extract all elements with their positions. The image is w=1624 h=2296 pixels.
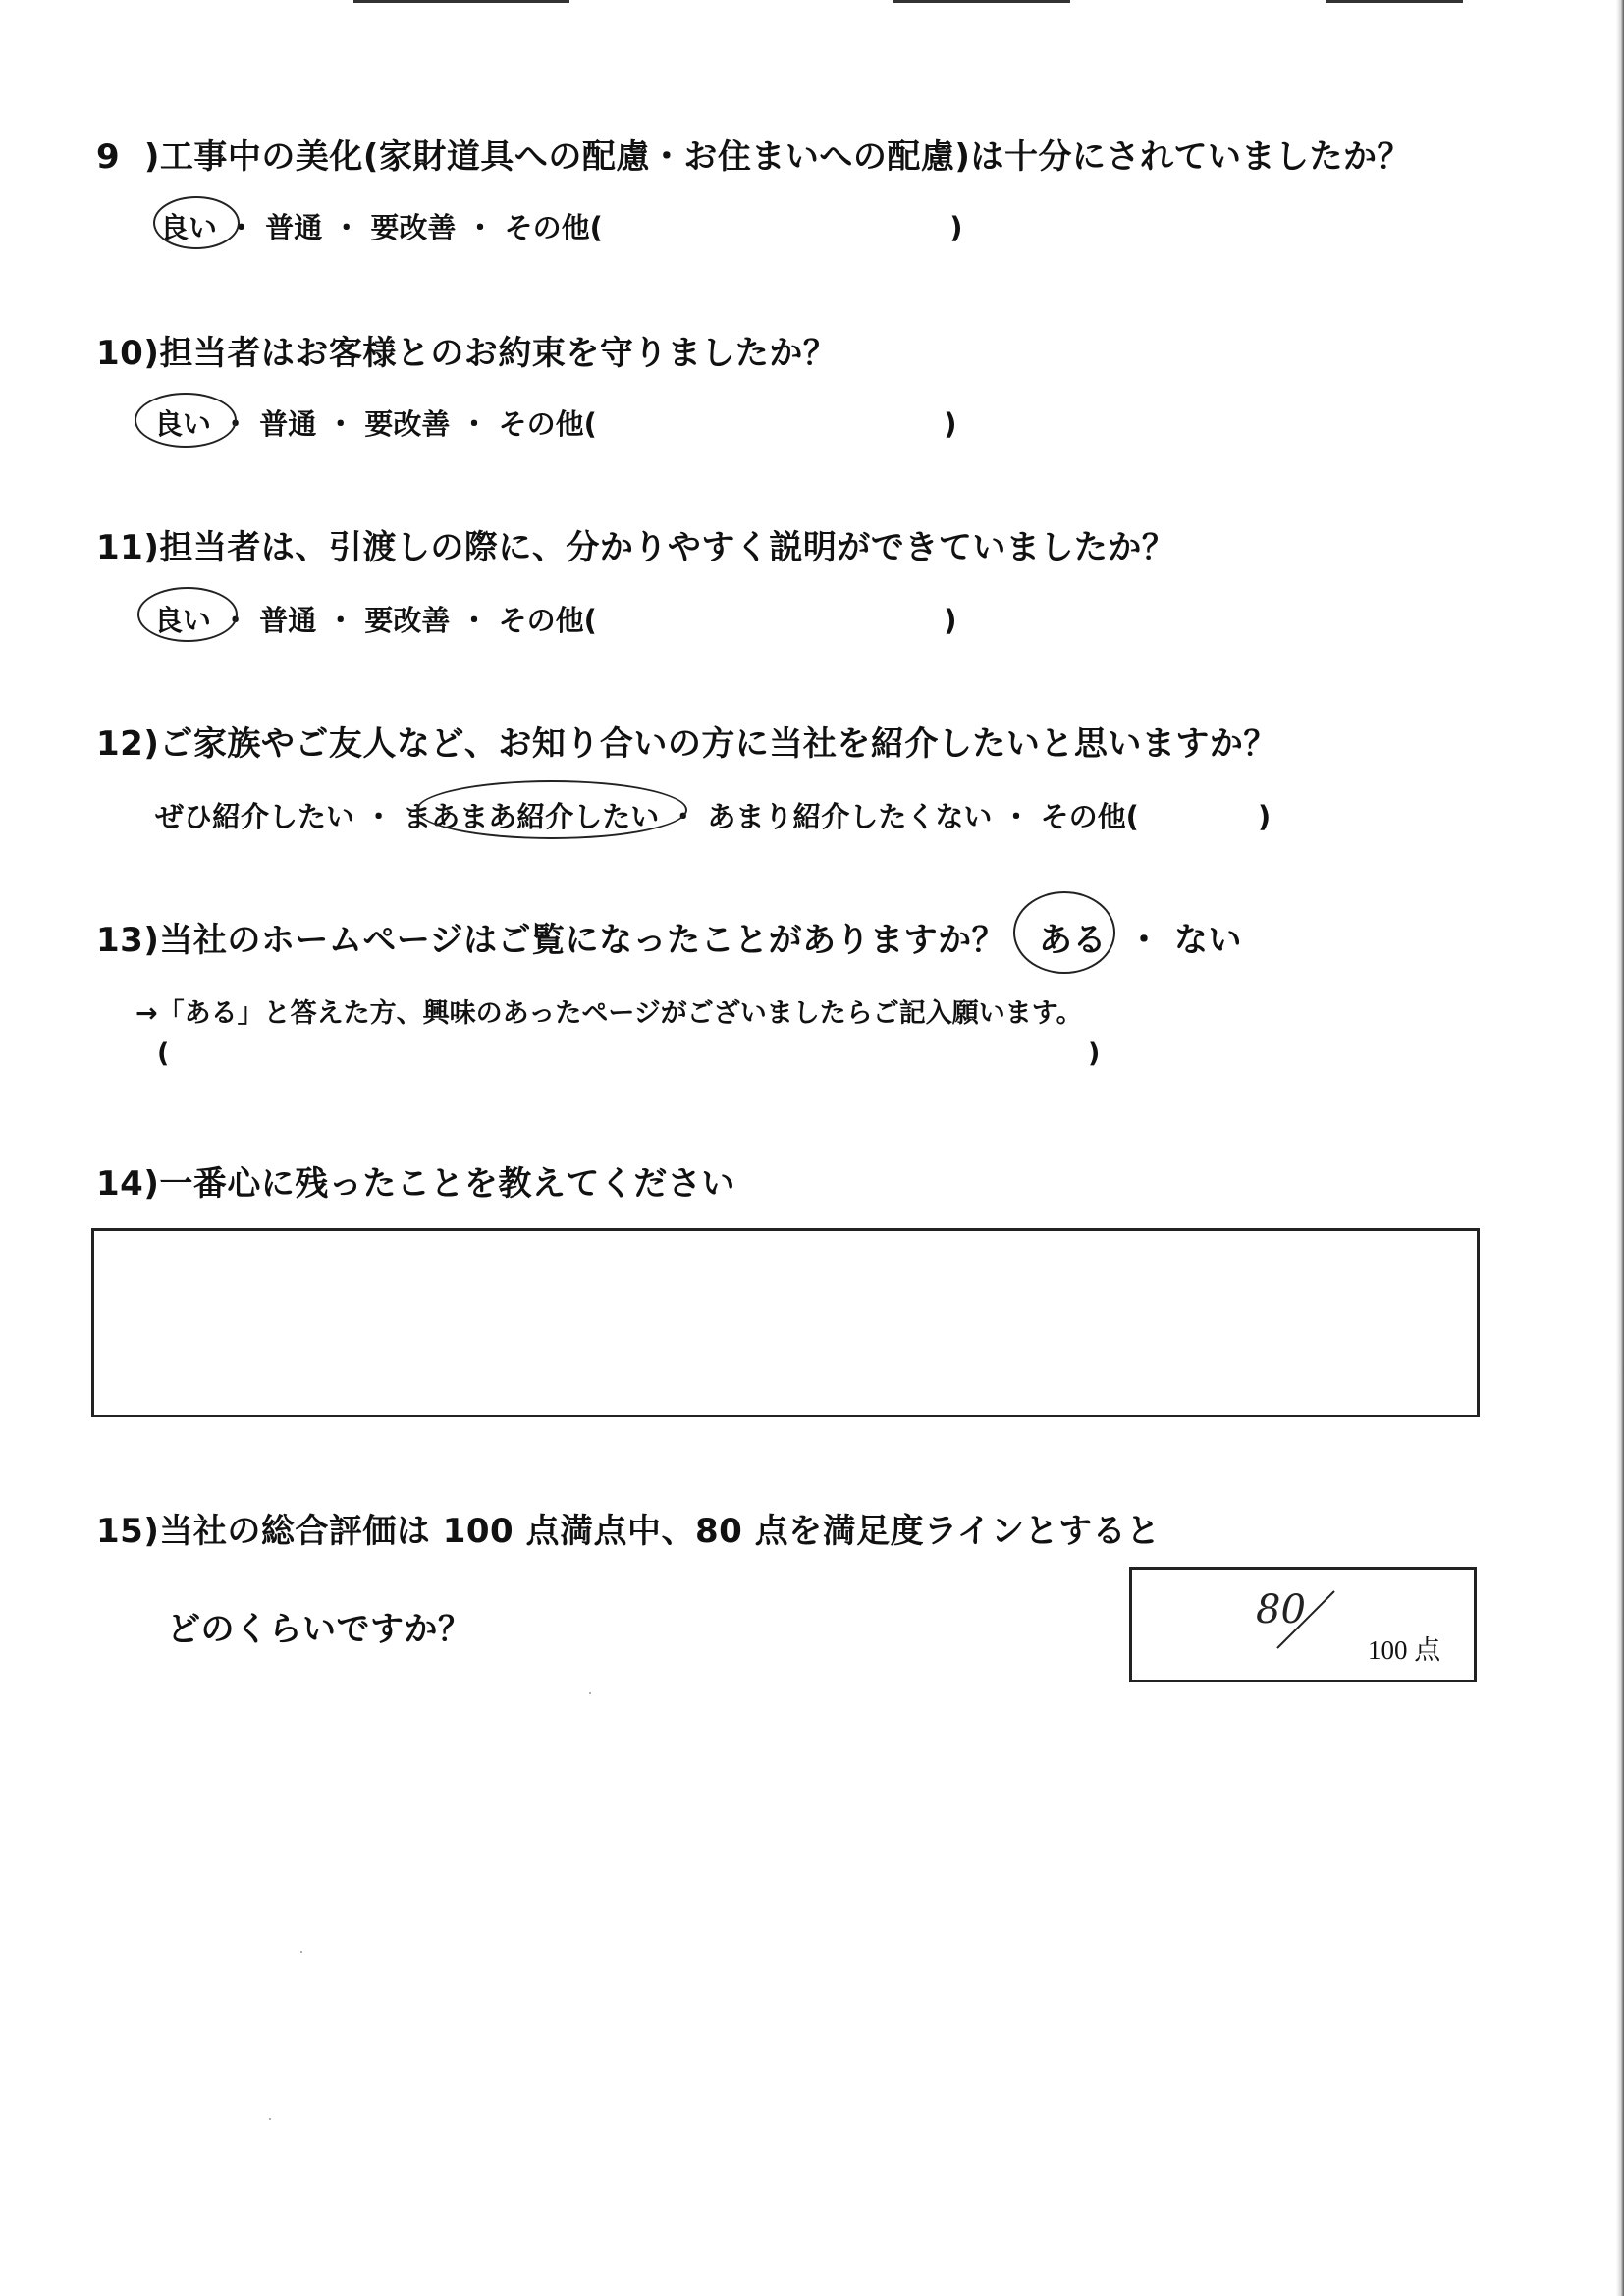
question-12: 12)ご家族やご友人など、お知り合いの方に当社を紹介したいと思いますか？	[96, 724, 1277, 764]
score-box[interactable]	[1129, 1567, 1477, 1682]
answer-separator: ・	[1127, 921, 1162, 960]
question-11: 11)担当者は、引渡しの際に、分かりやすく説明ができていましたか？	[96, 528, 1176, 567]
selected-answer-circle[interactable]	[137, 587, 238, 642]
handwritten-score: 80	[1256, 1587, 1306, 1632]
options-q11: 良い ・ 普通 ・ 要改善 ・ その他( )	[154, 604, 957, 637]
score-total: 100 点	[1368, 1635, 1441, 1665]
question-15: 15)当社の総合評価は 100 点満点中、80 点を満足度ラインとすると	[96, 1512, 1161, 1551]
followup-paren-close: )	[1088, 1039, 1101, 1069]
followup-paren-open: (	[157, 1039, 170, 1069]
followup-instruction: →「ある」と答えた方、興味のあったページがございましたらご記入願います。	[135, 998, 1083, 1029]
question-10: 10)担当者はお客様とのお約束を守りましたか？	[96, 334, 838, 373]
selected-answer-circle[interactable]	[1013, 891, 1115, 974]
scan-speck	[269, 2118, 271, 2120]
question-9: 9 )工事中の美化(家財道具への配慮・お住まいへの配慮)は十分にされていましたか？	[96, 137, 1411, 177]
selected-answer-circle[interactable]	[153, 196, 240, 249]
question-14: 14)一番心に残ったことを教えてください	[96, 1164, 735, 1203]
scan-speck	[589, 1692, 591, 1694]
answer-yes: ある	[1039, 921, 1107, 960]
question-15-line2: どのくらいですか？	[167, 1610, 472, 1649]
free-text-answer-box[interactable]	[91, 1228, 1480, 1417]
options-q9: 良い ・ 普通 ・ 要改善 ・ その他( )	[160, 211, 963, 244]
options-q12: ぜひ紹介したい ・ まあまあ紹介したい ・ あまり紹介したくない ・ その他( )	[155, 800, 1272, 833]
scan-mark	[1326, 0, 1463, 3]
slash-mark	[1270, 1585, 1348, 1654]
selected-answer-circle[interactable]	[135, 393, 237, 448]
selected-answer-circle[interactable]	[416, 780, 687, 839]
answer-no: ない	[1174, 921, 1242, 960]
scan-speck	[300, 1951, 302, 1953]
question-13: 13)当社のホームページはご覧になったことがありますか？	[96, 921, 1006, 960]
page-edge	[1616, 0, 1624, 2296]
scan-mark	[893, 0, 1070, 3]
scan-mark	[353, 0, 569, 3]
options-q10: 良い ・ 普通 ・ 要改善 ・ その他( )	[154, 407, 957, 441]
